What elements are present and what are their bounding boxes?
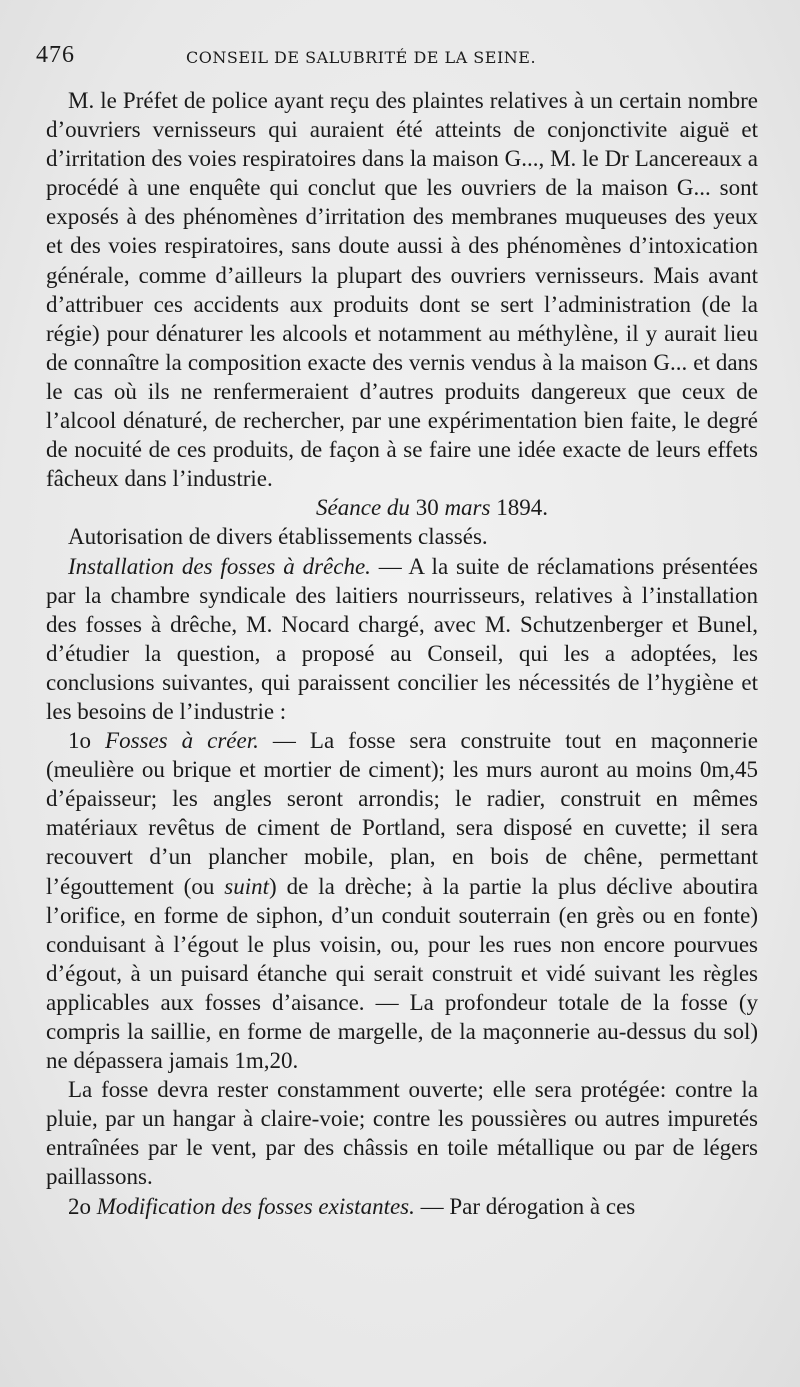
seance-month: mars [444, 495, 491, 521]
seance-day: 30 [415, 495, 439, 521]
running-title: CONSEIL DE SALUBRITÉ DE LA SEINE. [186, 48, 537, 67]
seance-year: 1894. [496, 495, 548, 521]
paragraph-modification [46, 1192, 758, 1221]
suint-word: suint [224, 873, 270, 899]
installation-body: — A la suite de réclamations présentées par la chambre syndicale des laitiers nourrisseurs, relatives à l’installation des fosses à drêche, M. Nocard chargé, avec M. Schutzenberger et Bunel, d’étudier la question, a proposé au Conseil, qui les a adoptées, les conclusions suivantes, qui paraissent concilier les nécessités de l’hygiène et les besoins de l’industrie : [46, 553, 759, 724]
item-number-1: 1o [68, 728, 91, 754]
paragraph-fosse-ouverte: La fosse devra rester constamment ouverte; elle sera protégée: contre la pluie, par un hangar à claire-voie; contre les poussières ou autres impuretés entraînées par le vent, par des châssis en toile métallique ou par de légers paillassons. [46, 1077, 758, 1190]
item-number-2: 2o [68, 1193, 91, 1219]
fosses-a-creer-body-b: ) de la drèche; à la partie la plus déclive aboutira l’orifice, en forme de siphon, d’un conduit souterrain (en grès ou en fonte) conduisant à l’égout le plus voisin, ou, pour les rues non encore pourvues d’égout, à un puisard étanche qui serait construit et vidé suivant les règles applicables aux fosses d’aisance. — La profondeur totale de la fosse (y compris la saillie, en forme de margelle, de la maçonnerie au-dessus du sol) ne dépassera jamais 1m,20. [46, 873, 758, 1074]
body-text [46, 86, 758, 1221]
fosses-a-creer-body-a: — La fosse sera construite tout en maçonnerie (meulière ou brique et mortier de ciment); les murs auront au moins 0m,45 d’épaisseur; les angles seront arrondis; le radier, construit en mêmes matériaux revêtus de ciment de Portland, sera disposé en cuvette; il sera recouvert d’un plancher mobile, plan, en bois de chêne, permettant l’égouttement (ou [46, 728, 759, 899]
modification-body: — Par dérogation à ces [414, 1193, 636, 1219]
modification-title: Modification des fosses existantes. [96, 1193, 415, 1219]
paragraph-autorisation: Autorisation de divers établissements classés. [68, 524, 488, 550]
page-header [36, 40, 756, 76]
paragraph-installation [46, 552, 758, 727]
paragraph-prefet: M. le Préfet de police ayant reçu des plaintes relatives à un certain nombre d’ouvriers vernisseurs qui auraient été atteints de conjonctivite aiguë et d’irritation des voies respiratoires dans la maison G..., M. le Dr Lancereaux a procédé à une enquête qui conclut que les ouvriers de la maison G... sont exposés à des phénomènes d’irritation des membranes muqueuses des yeux et des voies respiratoires, sans doute aussi à des phénomènes d’intoxication générale, comme d’ailleurs la plupart des ouvriers vernisseurs. Mais avant d’attribuer ces accidents aux produits dont se sert l’administration (de la régie) pour dénaturer les alcools et notamment au méthylène, il y aurait lieu de connaître la composition exacte des vernis vendus à la maison G... et dans le cas où ils ne renfermeraient d’autres produits dangereux que ceux de l’alcool dénaturé, de rechercher, par une expérimentation bien faite, le degré de nocuité de ces produits, de façon à se faire une idée exacte de leurs effets fâcheux dans l’industrie. [46, 88, 758, 492]
seance-heading [46, 493, 758, 522]
fosses-a-creer-title: Fosses à créer. [105, 728, 259, 754]
paragraph-fosses-a-creer [46, 726, 758, 1075]
seance-prefix: Séance du [316, 495, 410, 521]
page-number: 476 [36, 42, 75, 68]
installation-title: Installation des fosses à drêche. [68, 553, 371, 579]
